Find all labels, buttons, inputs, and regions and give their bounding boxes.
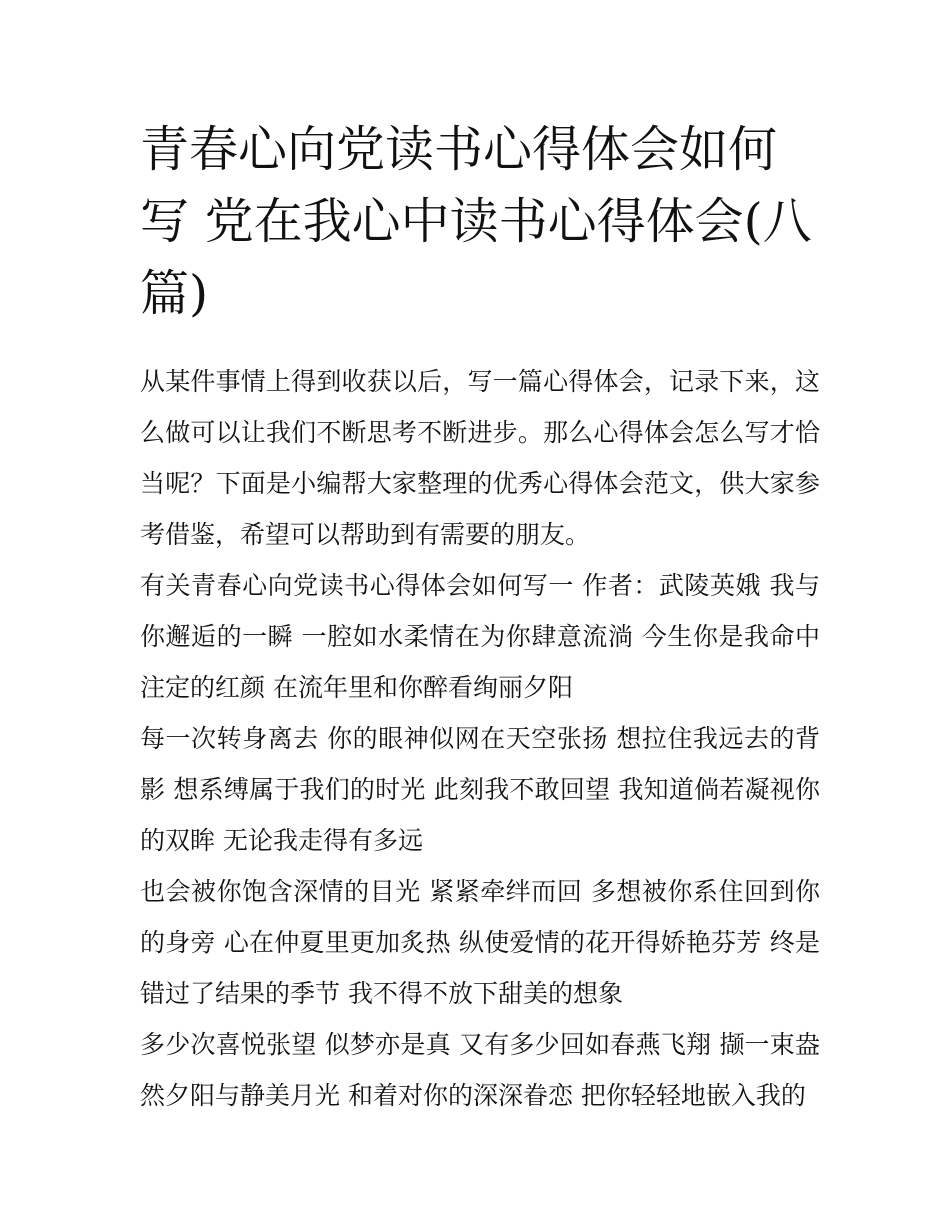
body-paragraph: 从某件事情上得到收获以后，写一篇心得体会，记录下来，这么做可以让我们不断思考不断进步。那么心得体会怎么写才恰当呢？下面是小编帮大家整理的优秀心得体会范文，供大家参考借鉴，希望可以帮助到有需要的朋友。 xyxy=(140,367,820,549)
body-paragraph: 也会被你饱含深情的目光 紧紧牵绊而回 多想被你系住回到你的身旁 心在仲夏里更加炙热 纵使爱情的花开得娇艳芬芳 终是错过了结果的季节 我不得不放下甜美的想象 xyxy=(140,877,820,1008)
body-paragraph: 多少次喜悦张望 似梦亦是真 又有多少回如春燕飞翔 撷一束盎然夕阳与静美月光 和着对你的深深眷恋 把你轻轻地嵌入我的 xyxy=(140,1030,820,1110)
document-title: 青春心向党读书心得体会如何写 党在我心中读书心得体会(八篇) xyxy=(140,121,812,322)
body-paragraph: 有关青春心向党读书心得体会如何写一 作者：武陵英娥 我与你邂逅的一瞬 一腔如水柔情在为你肆意流淌 今生你是我命中注定的红颜 在流年里和你醉看绚丽夕阳 xyxy=(140,571,820,702)
body-paragraph: 每一次转身离去 你的眼神似网在天空张扬 想拉住我远去的背影 想系缚属于我们的时光 此刻我不敢回望 我知道倘若凝视你的双眸 无论我走得有多远 xyxy=(140,724,820,855)
document-body xyxy=(140,356,820,1121)
